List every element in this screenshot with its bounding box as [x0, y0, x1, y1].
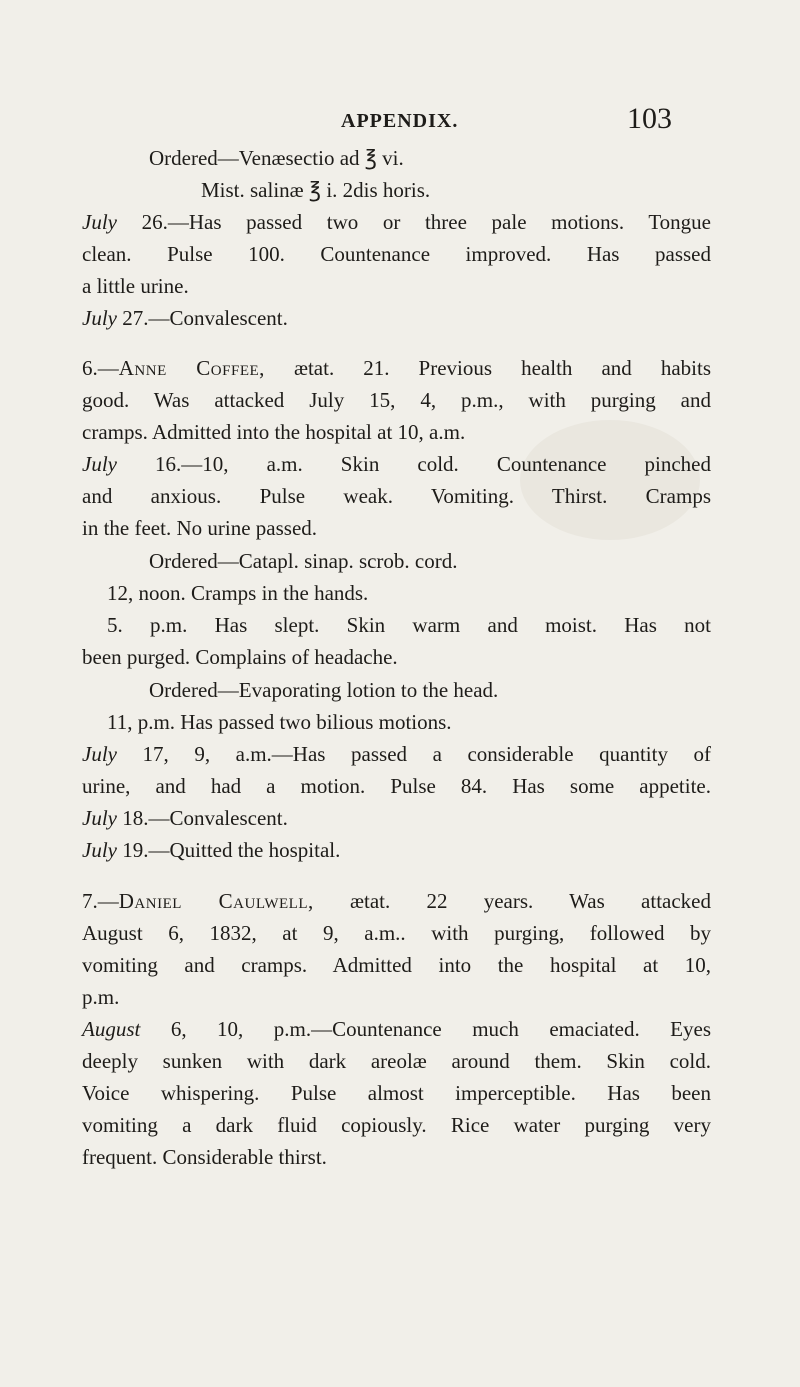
entry-text: 18.—Convalescent.	[116, 806, 288, 830]
case-entry-line	[82, 451, 711, 477]
entry-date: July	[82, 452, 117, 476]
body-line: clean. Pulse 100. Countenance improved. Has passed	[82, 242, 711, 266]
body-line: cramps. Admitted into the hospital at 10, a.m.	[82, 420, 466, 444]
entry-text: 16.—10, a.m. Skin cold. Countenance pinched	[116, 452, 711, 476]
entry-date: August	[82, 1017, 141, 1041]
case-heading-line	[82, 355, 711, 381]
body-line: Voice whispering. Pulse almost imperceptible. Has been	[82, 1081, 711, 1105]
prescription-line: Mist. salinæ ℥ i. 2dis horis.	[201, 178, 431, 202]
body-line: and anxious. Pulse weak. Vomiting. Thirst. Cramps	[82, 484, 711, 508]
page-header	[0, 104, 800, 144]
entry-text: 27.—Convalescent.	[116, 306, 288, 330]
body-line: August 6, 1832, at 9, a.m.. with purging, followed by	[82, 921, 711, 945]
case-entry-line	[82, 209, 711, 235]
entry-date: July	[82, 210, 117, 234]
body-line: deeply sunken with dark areolæ around them. Skin cold.	[82, 1049, 711, 1073]
paper-stain	[520, 420, 700, 540]
case-number: 7.—	[82, 889, 119, 913]
case-heading-line	[82, 888, 711, 914]
body-line: urine, and had a motion. Pulse 84. Has some appetite.	[82, 774, 711, 798]
entry-text: 6, 10, p.m.—Countenance much emaciated. Eyes	[140, 1017, 711, 1041]
prescription-line: Ordered—Catapl. sinap. scrob. cord.	[149, 549, 458, 573]
case-number: 6.—	[82, 356, 119, 380]
case-text: ætat. 21. Previous health and habits	[264, 356, 712, 380]
entry-date: July	[82, 838, 117, 862]
body-line: 5. p.m. Has slept. Skin warm and moist. Has not	[107, 613, 711, 637]
entry-date: July	[82, 806, 117, 830]
page-number: 103	[627, 102, 672, 135]
entry-date: July	[82, 306, 117, 330]
entry-date: July	[82, 742, 117, 766]
case-entry-line	[82, 805, 288, 831]
body-line: been purged. Complains of headache.	[82, 645, 398, 669]
body-line: good. Was attacked July 15, 4, p.m., with purging and	[82, 388, 711, 412]
running-head: APPENDIX.	[341, 110, 459, 132]
body-line: in the feet. No urine passed.	[82, 516, 318, 540]
body-line: 11, p.m. Has passed two bilious motions.	[107, 710, 452, 734]
case-entry-line	[82, 305, 288, 331]
case-entry-line	[82, 741, 711, 767]
case-entry-line	[82, 1016, 711, 1042]
case-entry-line	[82, 837, 340, 863]
patient-name: Daniel Caulwell,	[118, 889, 314, 913]
prescription-line: Ordered—Evaporating lotion to the head.	[149, 678, 499, 702]
case-text: ætat. 22 years. Was attacked	[313, 889, 711, 913]
entry-text: 26.—Has passed two or three pale motions. Tongue	[116, 210, 711, 234]
body-line: vomiting and cramps. Admitted into the hospital at 10,	[82, 953, 711, 977]
entry-text: 19.—Quitted the hospital.	[116, 838, 341, 862]
prescription-line: Ordered—Venæsectio ad ℥ vi.	[149, 146, 404, 170]
body-line: p.m.	[82, 985, 120, 1009]
body-line: frequent. Considerable thirst.	[82, 1145, 327, 1169]
body-line: 12, noon. Cramps in the hands.	[107, 581, 369, 605]
body-line: a little urine.	[82, 274, 189, 298]
entry-text: 17, 9, a.m.—Has passed a considerable quantity of	[116, 742, 711, 766]
body-line: vomiting a dark fluid copiously. Rice water purging very	[82, 1113, 711, 1137]
patient-name: Anne Coffee,	[118, 356, 265, 380]
